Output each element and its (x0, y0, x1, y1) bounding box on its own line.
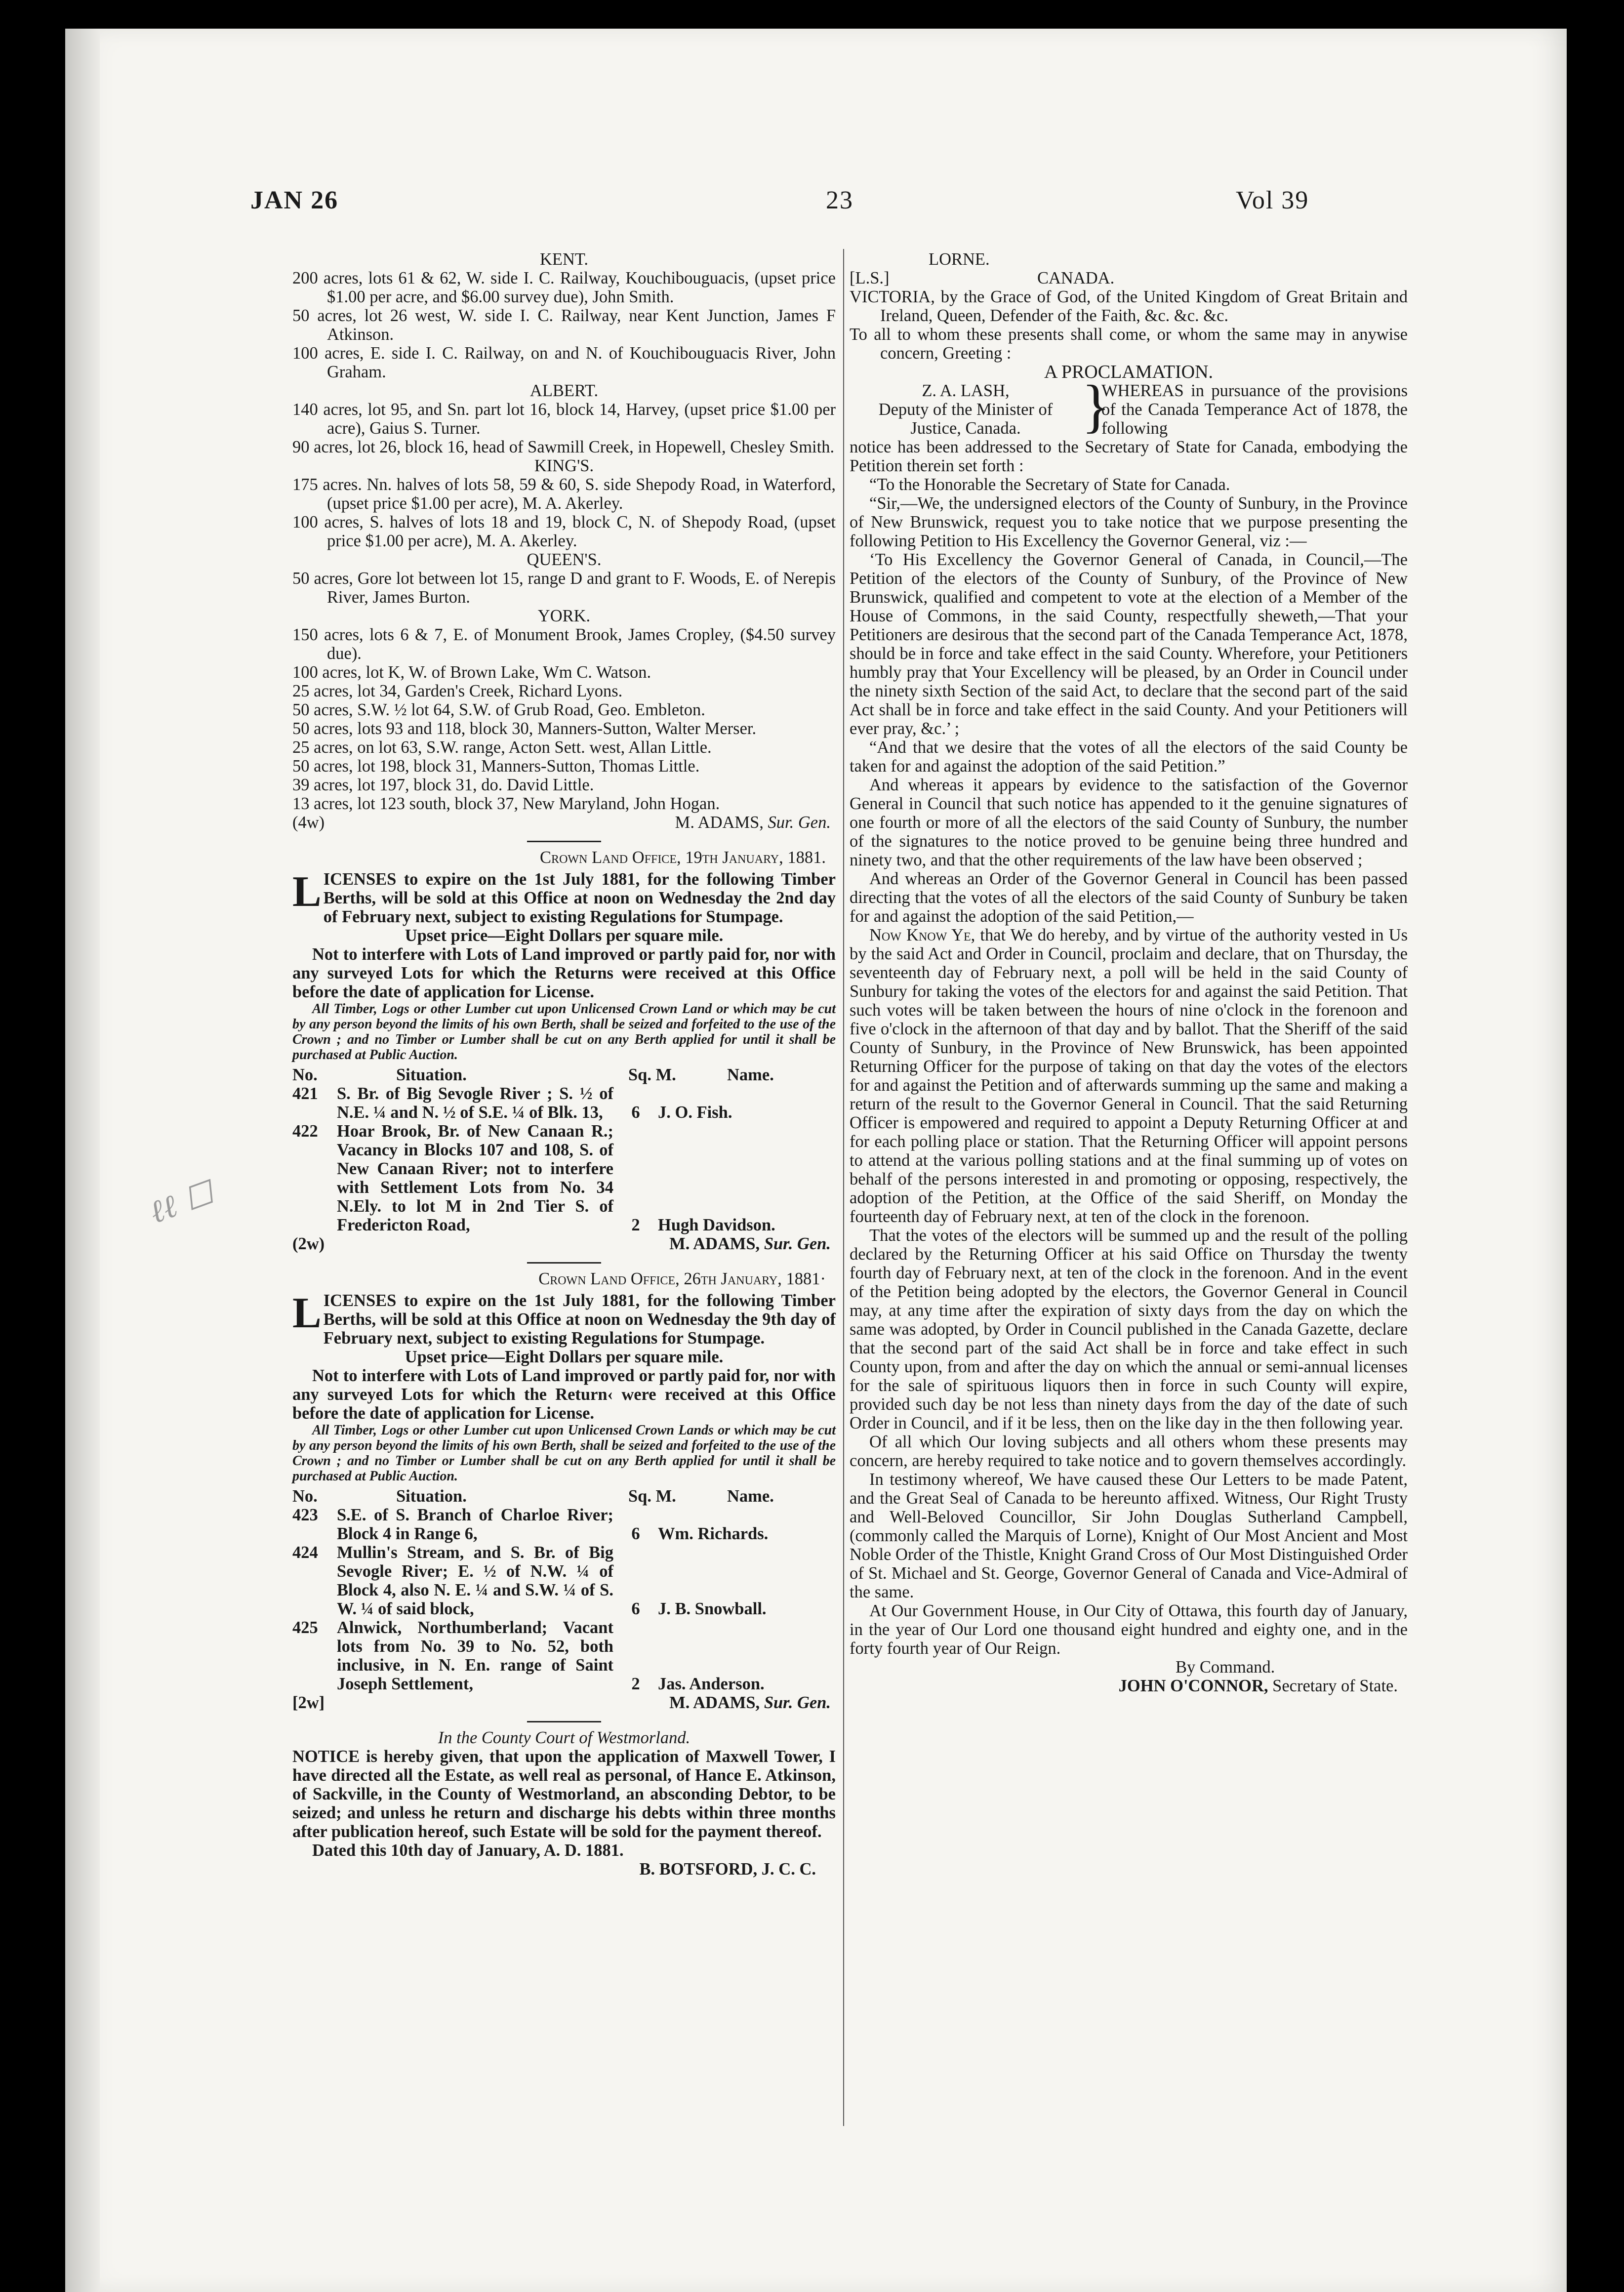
signature-line: [2w] M. ADAMS, Sur. Gen. (292, 1693, 831, 1712)
section-head-york: YORK. (537, 607, 591, 625)
notice2-paragraph: LICENSES to expire on the 1st July 1881, for the following Timber Berths, will be sold at this Office at noon on Wednesday the 9th day of February next, subject to existing Regulations for Stumpage. (292, 1289, 836, 1348)
whereas-continued: notice has been addressed to the Secretary of State for Canada, embodying the Petition therein set forth : (850, 438, 1408, 475)
berth-table-2 (292, 1506, 836, 1693)
section-head-queens: QUEEN'S. (527, 550, 602, 569)
land-entry (292, 776, 836, 794)
entry-text: S.W. ½ lot 64, S.W. of Grub Road, Geo. Embleton. (357, 700, 705, 719)
land-entry (292, 306, 836, 344)
acres: 140 acres, (292, 400, 363, 419)
proclamation-title: A PROCLAMATION. (1044, 362, 1214, 382)
signature-line: (2w) M. ADAMS, Sur. Gen. (292, 1234, 831, 1253)
whereas-order: And whereas an Order of the Governor General in Council has been passed directing that the votes of all the electors of the said County of Sunbury be taken for and against the adoption of the said Petition,— (850, 869, 1408, 926)
entry-text: lots 61 & 62, W. side I. C. Railway, Kouchibouguacis, (upset price $1.00 per acre, and $6.00 survey due), John Smith. (327, 269, 836, 306)
dropcap: L (292, 868, 322, 916)
land-entry (292, 663, 836, 682)
insertion-code: (4w) (292, 813, 325, 832)
upset-price: Upset price—Eight Dollars per square mile. (405, 1348, 724, 1366)
kent-list (292, 269, 836, 381)
interfere-clause: Not to interfere with Lots of Land improved or partly paid for, nor with any surveyed Lots for which the Return‹ were received at this Office before the date of application for License. (292, 1366, 836, 1423)
berth-name: J. O. Fish. (658, 1103, 732, 1122)
berth-no: 425 (292, 1618, 318, 1637)
berth-name: Wm. Richards. (658, 1524, 769, 1543)
page-date: JAN 26 (250, 186, 339, 214)
whereas-side: WHEREAS in pursuance of the provisions of the Canada Temperance Act of 1878, the following (1101, 381, 1408, 438)
acres: 13 acres, (292, 794, 353, 813)
column-rule (843, 249, 844, 2126)
page-number: 23 (826, 186, 853, 214)
seal-mark: [L.S.] (850, 269, 890, 287)
volume-label: Vol 39 (1236, 186, 1309, 214)
section-head-albert: ALBERT. (529, 381, 599, 400)
land-entry (292, 400, 836, 438)
berth-situation: S. Br. of Big Sevogle River ; S. ½ of N.E. ¼ and N. ½ of S.E. ¼ of Blk. 13, (337, 1084, 613, 1122)
acres: 39 acres, (292, 776, 353, 794)
entry-text: on lot 63, S.W. range, Acton Sett. west, Allan Little. (357, 738, 712, 757)
berth-name: Jas. Anderson. (658, 1675, 765, 1693)
lash-title: Deputy of the Minister of (878, 400, 1053, 419)
berth-sqm: 6 (631, 1103, 640, 1122)
at-government-house: At Our Government House, in Our City of Ottawa, this fourth day of January, in the year of Our Lord one thousand eight hundred and eighty one, and in the forty fourth year of Our Reign. (850, 1601, 1408, 1658)
berth-sqm: 2 (631, 1675, 640, 1693)
acres: 50 acres, (292, 757, 353, 776)
acres: 90 acres, (292, 438, 353, 456)
now-know-ye: Now Know Ye, that We do hereby, and by virtue of the authority vested in Us by the said Act and Order in Council, proclaim and declare, that on Thursday, the seventeenth day of February next, a poll will be held in the said County of Sunbury for taking the votes of the electors for and against the said Petition. That such votes will be taken between the hours of nine o'clock in the forenoon and five o'clock in the afternoon of that day and by ballot. That the Sheriff of the said County of Sunbury, in the Province of New Brunswick, has been appointed Returning Officer for the purpose of taking on that day the votes of the electors for and against the Petition and of afterwards summing up the same and making a return of the result to the Governor General in Council. That the said Returning Officer is empowered and required to appoint a Deputy Returning Officer at and for each polling place or station. That the Returning Officer will appoint persons to attend at the various polling stations and at the final summing up of votes on behalf of the persons interested in and promoting or opposing, respectively, the adoption of the Petition, at the Office of the said Sheriff, on Monday the fourteenth day of February next, at ten of the clock in the forenoon. (850, 926, 1408, 1226)
berth-situation: Mullin's Stream, and S. Br. of Big Sevogle River; E. ½ of N.W. ¼ of Block 4, also N. E. ¼ and S.W. ¼ of S. W. ¼ of said block, (337, 1543, 613, 1618)
entry-text: lot 197, block 31, do. David Little. (357, 776, 594, 794)
entry-text: lots 93 and 118, block 30, Manners-Sutton, Walter Merser. (357, 719, 757, 738)
separator-rule (527, 841, 601, 842)
berth-no: 422 (292, 1122, 318, 1141)
signature-title: Sur. Gen. (768, 813, 831, 832)
court-heading: In the County Court of Westmorland. (438, 1728, 690, 1747)
to-all-clause: To all to whom these presents shall come, or whom the same may in anywise concern, Greeting : (850, 325, 1408, 363)
table-row (292, 1618, 836, 1693)
acres: 50 acres, (292, 700, 353, 719)
acres: 50 acres, (292, 569, 353, 588)
separator-rule (527, 1262, 601, 1264)
handwritten-margin-note: ℓℓ ☐ (145, 1174, 218, 1231)
entry-text: E. side I. C. Railway, on and N. of Kouchibouguacis River, John Graham. (327, 344, 836, 381)
berth-table-1 (292, 1084, 836, 1234)
acres: 25 acres, (292, 738, 353, 757)
berth-sqm: 2 (631, 1216, 640, 1234)
oconnor-signature: JOHN O'CONNOR, Secretary of State. (1118, 1677, 1398, 1695)
to-honorable: “To the Honorable the Secretary of State for Canada. (869, 475, 1230, 494)
upset-price: Upset price—Eight Dollars per square mile. (405, 926, 724, 945)
berth-name: J. B. Snowball. (658, 1599, 767, 1618)
berth-situation: Alnwick, Northumberland; Vacant lots from No. 39 to No. 52, both inclusive, in N. En. range of Saint Joseph Settlement, (337, 1618, 613, 1693)
separator-rule (527, 1721, 601, 1722)
entry-text: lot 123 south, block 37, New Maryland, John Hogan. (357, 794, 720, 813)
berth-sqm: 6 (631, 1599, 640, 1618)
acres: 25 acres, (292, 682, 353, 700)
berth-table-header: No. Situation. Sq. M. Name. (292, 1065, 774, 1084)
acres: 50 acres, (292, 719, 353, 738)
table-row (292, 1543, 836, 1618)
acres: 100 acres, (292, 513, 364, 532)
lorne-label: LORNE. (929, 250, 990, 269)
acres: 175 acres. (292, 475, 362, 494)
land-entry (292, 569, 836, 607)
acres: 100 acres, (292, 663, 362, 682)
sir-paragraph: “Sir,—We, the undersigned electors of the County of Sunbury, in the Province of New Brunswick, request you to take notice that we purpose presenting the following Petition to His Excellency the Governor General, viz :— (850, 494, 1408, 550)
court-dated: Dated this 10th day of January, A. D. 1881. (312, 1841, 624, 1860)
entry-text: Gore lot between lot 15, range D and grant to F. Woods, E. of Nerepis River, James Burton. (327, 569, 836, 607)
land-entry (292, 719, 836, 738)
entry-text: lot 26, block 16, head of Sawmill Creek, in Hopewell, Chesley Smith. (357, 438, 835, 456)
acres: 50 acres, (292, 306, 357, 325)
entry-text: lot 95, and Sn. part lot 16, block 14, Harvey, (upset price $1.00 per acre), Gaius S. Turner. (327, 400, 836, 438)
seal-line (850, 269, 1408, 287)
york-list (292, 625, 836, 813)
land-entry (292, 794, 836, 813)
berth-sqm: 6 (631, 1524, 640, 1543)
land-entry (292, 513, 836, 550)
berth-no: 424 (292, 1543, 318, 1562)
brace-glyph: } (1082, 373, 1110, 439)
timber-warning: All Timber, Logs or other Lumber cut upon Unlicensed Crown Lands or which may be cut by any person beyond the limits of his own Berth, shall be seized and forfeited to the use of the Crown ; and no Timber or Lumber shall be cut on any Berth applied for until it shall be purchased at Public Auction. (292, 1423, 836, 1484)
timber-warning: All Timber, Logs or other Lumber cut upon Unlicensed Crown Land or which may be cut by any person beyond the limits of his own Berth, shall be seized and forfeited to the use of the Crown ; and no Timber or Lumber shall be cut on any Berth applied for until it shall be purchased at Public Auction. (292, 1001, 836, 1063)
berth-table-header: No. Situation. Sq. M. Name. (292, 1487, 774, 1506)
entry-text: lot K, W. of Brown Lake, Wm C. Watson. (365, 663, 651, 682)
votes-desire: “And that we desire that the votes of all the electors of the said County be taken for and against the adoption of the said Petition.” (850, 738, 1408, 776)
land-entry (292, 625, 836, 663)
entry-text: lot 26 west, W. side I. C. Railway, near Kent Junction, James F Atkinson. (327, 306, 836, 344)
land-entry (292, 700, 836, 719)
entry-text: S. halves of lots 18 and 19, block C, N. of Shepody Road, (upset price $1.00 per acre), M. A. Akerley. (327, 513, 836, 550)
berth-no: 423 (292, 1506, 318, 1524)
newspaper-page (65, 29, 1567, 2292)
notice2-dateline: Crown Land Office, 26th January, 1881· (538, 1269, 826, 1288)
table-row (292, 1084, 836, 1122)
acres: 100 acres, (292, 344, 364, 363)
entry-text: Nn. halves of lots 58, 59 & 60, S. side Shepody Road, in Waterford, (upset price $1.00 per acre), M. A. Akerley. (327, 475, 836, 513)
court-signature: B. BOTSFORD, J. C. C. (639, 1860, 816, 1879)
signature-name: M. ADAMS, (675, 813, 764, 832)
land-entry (292, 757, 836, 776)
testimony: In testimony whereof, We have caused these Our Letters to be made Patent, and the Great Seal of Canada to be hereunto affixed. Witness, Our Right Trusty and Well-Beloved Councillor, Sir John Douglas Sutherland Campbell, (commonly called the Marquis of Lorne), Knight of Our Most Ancient and Most Noble Order of the Thistle, Knight Grand Cross of Our Most Distinguished Order of St. Michael and St. George, Governor General of Canada and Vice-Admiral of the same. (850, 1470, 1408, 1601)
victoria-preamble: VICTORIA, by the Grace of God, of the United Kingdom of Great Britain and Ireland, Queen, Defender of the Faith, &c. &c. &c. (850, 287, 1408, 325)
notice1-dateline: Crown Land Office, 19th January, 1881. (540, 848, 826, 867)
notice1-paragraph: LICENSES to expire on the 1st July 1881, for the following Timber Berths, will be sold at this Office at noon on Wednesday the 2nd day of February next, subject to existing Regulations for Stumpage. (292, 868, 836, 926)
whereas-evidence: And whereas it appears by evidence to the satisfaction of the Governor General in Council that such notice has appended to it the genuine signatures of one fourth or more of all the electors of the said County of Sunbury, the number of the signatures to the notice proved to be genuine being three hundred and ninety two, and that the other requirements of the law have been observed ; (850, 776, 1408, 869)
entry-text: lot 198, block 31, Manners-Sutton, Thomas Little. (357, 757, 700, 776)
berth-name: Hugh Davidson. (658, 1216, 775, 1234)
lash-name: Z. A. LASH, (922, 381, 1010, 400)
court-notice: NOTICE is hereby given, that upon the application of Maxwell Tower, I have directed all the Estate, as well real as personal, of Hance E. Atkinson, of Sackville, in the County of Westmorland, an absconding Debtor, to be seized; and unless he return and discharge his debts within three months after publication hereof, such Estate will be sold for the payment thereof. (292, 1747, 836, 1841)
that-votes: That the votes of the electors will be summed up and the result of the polling declared by the Returning Officer at his said Office on Thursday the twenty fourth day of February next, at ten of the clock in the forenoon. And in the event of the Petition being adopted by the electors, the Governor General in Council may, at any time after the expiration of sixty days from the day on which the same was adopted, by Order in Council published in the Canada Gazette, declare that the second part of the said Act shall be in force and take effect in such County upon, from and after the day on which the annual or semi-annual licenses for the sale of spirituous liquors then in force in such County will expire, provided such day be not less than ninety days from the day of the date of such Order in Council, and if it be less, then on the like day in the then following year. (850, 1226, 1408, 1432)
section-head-kent: KENT. (539, 250, 589, 269)
canada-label: CANADA. (1037, 269, 1115, 287)
interfere-clause: Not to interfere with Lots of Land improved or partly paid for, nor with any surveyed Lots for which the Returns were received at this Office before the date of application for License. (292, 945, 836, 1001)
land-entry (292, 269, 836, 306)
petition-paragraph: ‘To His Excellency the Governor General of Canada, in Council,—The Petition of the electors of the County of Sunbury, of the Province of New Brunswick, qualified and competent to vote at the election of a Member of the House of Commons, in the said County, respectfully sheweth,—That your Petitioners are desirous that the second part of the Canada Temperance Act, 1878, should be in force and take effect in the said County. Wherefore, your Petitioners humbly pray that Your Excellency will be pleased, by an Order in Council under the ninety sixth Section of the said Act, to declare that the second part of the said Act shall be in force and take effect in the said County. And your Petitioners will ever pray, &c.’ ; (850, 550, 1408, 738)
berth-situation: Hoar Brook, Br. of New Canaan R.; Vacancy in Blocks 107 and 108, S. of New Canaan River; not to interfere with Settlement Lots from No. 34 N.Ely. to lot M in 2nd Tier S. of Fredericton Road, (337, 1122, 613, 1234)
entry-text: lot 34, Garden's Creek, Richard Lyons. (357, 682, 623, 700)
right-column (850, 250, 1408, 1695)
section-head-kings: KING'S. (534, 456, 594, 475)
land-entry (292, 438, 836, 456)
acres: 150 acres, (292, 625, 364, 644)
land-entry (292, 344, 836, 381)
land-entry (292, 475, 836, 513)
land-entry (292, 682, 836, 700)
left-column (292, 250, 836, 1879)
lash-block: Z. A. LASH, Deputy of the Minister of Justice, Canada. } WHEREAS in pursuance of the provisions of the Canada Temperance Act of 1878, the following (850, 381, 1408, 438)
acres: 200 acres, (292, 269, 363, 287)
queens-list (292, 569, 836, 607)
entry-text: lots 6 & 7, E. of Monument Brook, James Cropley, ($4.50 survey due). (327, 625, 836, 663)
by-command: By Command. (1176, 1658, 1275, 1677)
berth-situation: S.E. of S. Branch of Charloe River; Block 4 in Range 6, (337, 1506, 613, 1543)
of-all-which: Of all which Our loving subjects and all others whom these presents may concern, are hereby required to take notice and to govern themselves accordingly. (850, 1432, 1408, 1470)
table-row (292, 1122, 836, 1234)
signature-line (292, 813, 836, 832)
land-entry (292, 738, 836, 757)
berth-no: 421 (292, 1084, 318, 1103)
table-row (292, 1506, 836, 1543)
kings-list (292, 475, 836, 550)
albert-list (292, 400, 836, 456)
